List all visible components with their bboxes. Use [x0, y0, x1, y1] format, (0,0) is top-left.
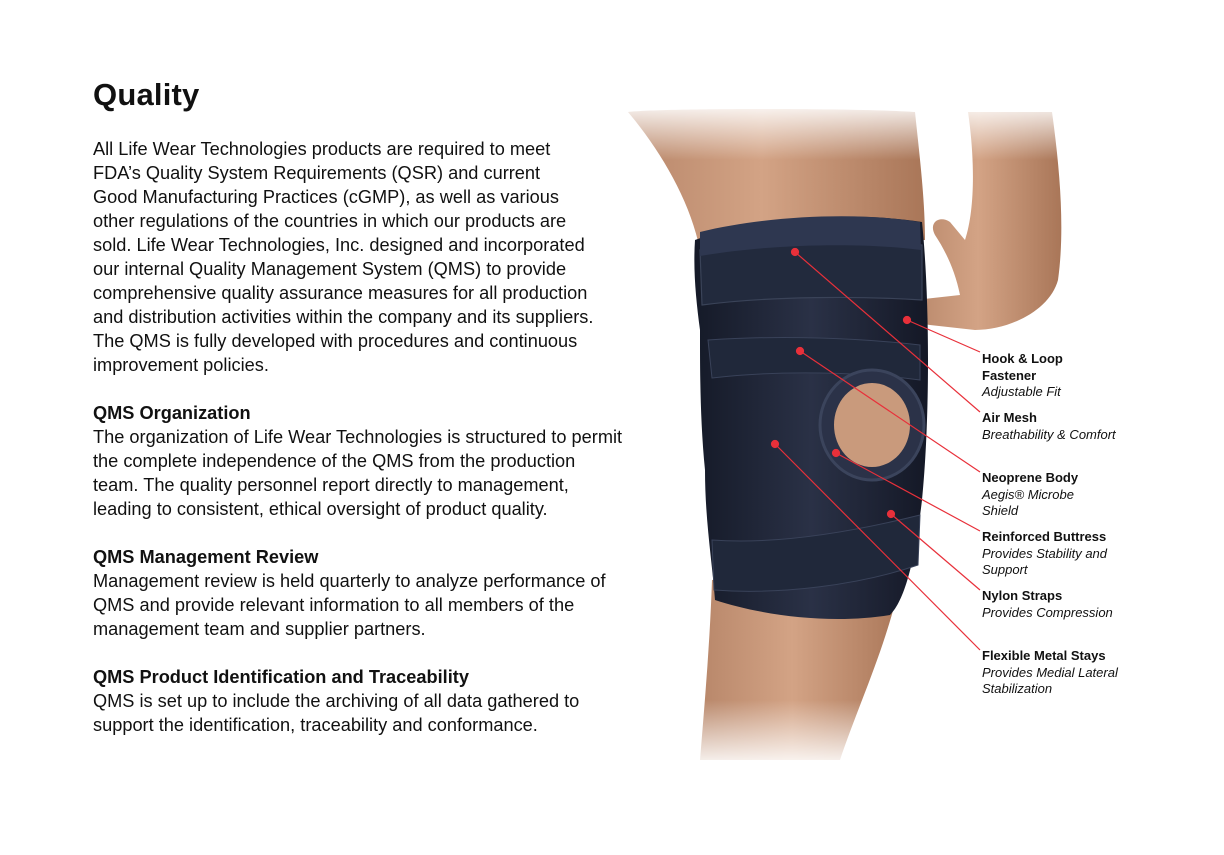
callout-air-mesh — [982, 410, 1116, 443]
callout-name: Reinforced Buttress — [982, 529, 1107, 544]
callout-name: Air Mesh — [982, 410, 1037, 425]
callout-desc: Adjustable Fit — [982, 384, 1061, 399]
section-heading: QMS Product Identification and Traceability — [93, 667, 469, 688]
section-body: QMS is set up to include the archiving of all data gathered to support the identification, traceability and conformance. — [93, 691, 580, 736]
brace-top-strap — [700, 242, 922, 305]
callout-hook-loop — [982, 351, 1063, 401]
section-heading: QMS Organization — [93, 403, 251, 424]
intro-paragraph: All Life Wear Technologies products are required to meet FDA’s Quality System Requirements (QSR) and current Good Manufacturing Practices (cGMP), as well as various other regulations of the countries in which our products are sold. Life Wear Technologies, Inc. designed and incorporated our internal Quality Management System (QMS) to provide comprehensive quality assurance measures for all production and distribution activities within the company and its suppliers. The QMS is fully developed with procedures and continuous improvement policies. — [93, 139, 594, 376]
leader-dot — [772, 441, 779, 448]
callout-desc: Provides Stability and Support — [982, 545, 1108, 577]
callout-nylon-straps — [982, 588, 1113, 621]
callout-desc: Provides Compression — [982, 604, 1113, 620]
section-heading: QMS Management Review — [93, 547, 319, 568]
callout-name: Hook & Loop Fastener — [982, 351, 1063, 383]
callout-flexible-metal-stays — [982, 648, 1118, 698]
section-body: Management review is held quarterly to analyze performance of QMS and provide relevant information to all members of the management team and supplier partners. — [93, 571, 606, 640]
callout-desc: Breathability & Comfort — [982, 426, 1116, 442]
callout-name: Neoprene Body — [982, 470, 1079, 485]
leader-dot — [792, 249, 799, 256]
leader-dot — [797, 348, 804, 355]
leader-dot — [904, 317, 911, 324]
callout-desc: Aegis® Microbe Shield — [982, 486, 1074, 518]
callout-name: Nylon Straps — [982, 588, 1063, 603]
callout-neoprene-body — [982, 470, 1078, 520]
leader-dot — [888, 511, 895, 518]
leader-dot — [833, 450, 840, 457]
patella-opening — [834, 383, 910, 467]
page-title: Quality — [93, 77, 200, 112]
callout-name: Flexible Metal Stays — [982, 648, 1106, 663]
section-body: The organization of Life Wear Technologies is structured to permit the complete independence of the QMS from the production team. The quality personnel report directly to management, leading to consistent, ethical oversight of product quality. — [93, 427, 623, 520]
callout-desc: Provides Medial Lateral Stabilization — [982, 664, 1118, 696]
callout-reinforced-buttress — [982, 529, 1107, 579]
